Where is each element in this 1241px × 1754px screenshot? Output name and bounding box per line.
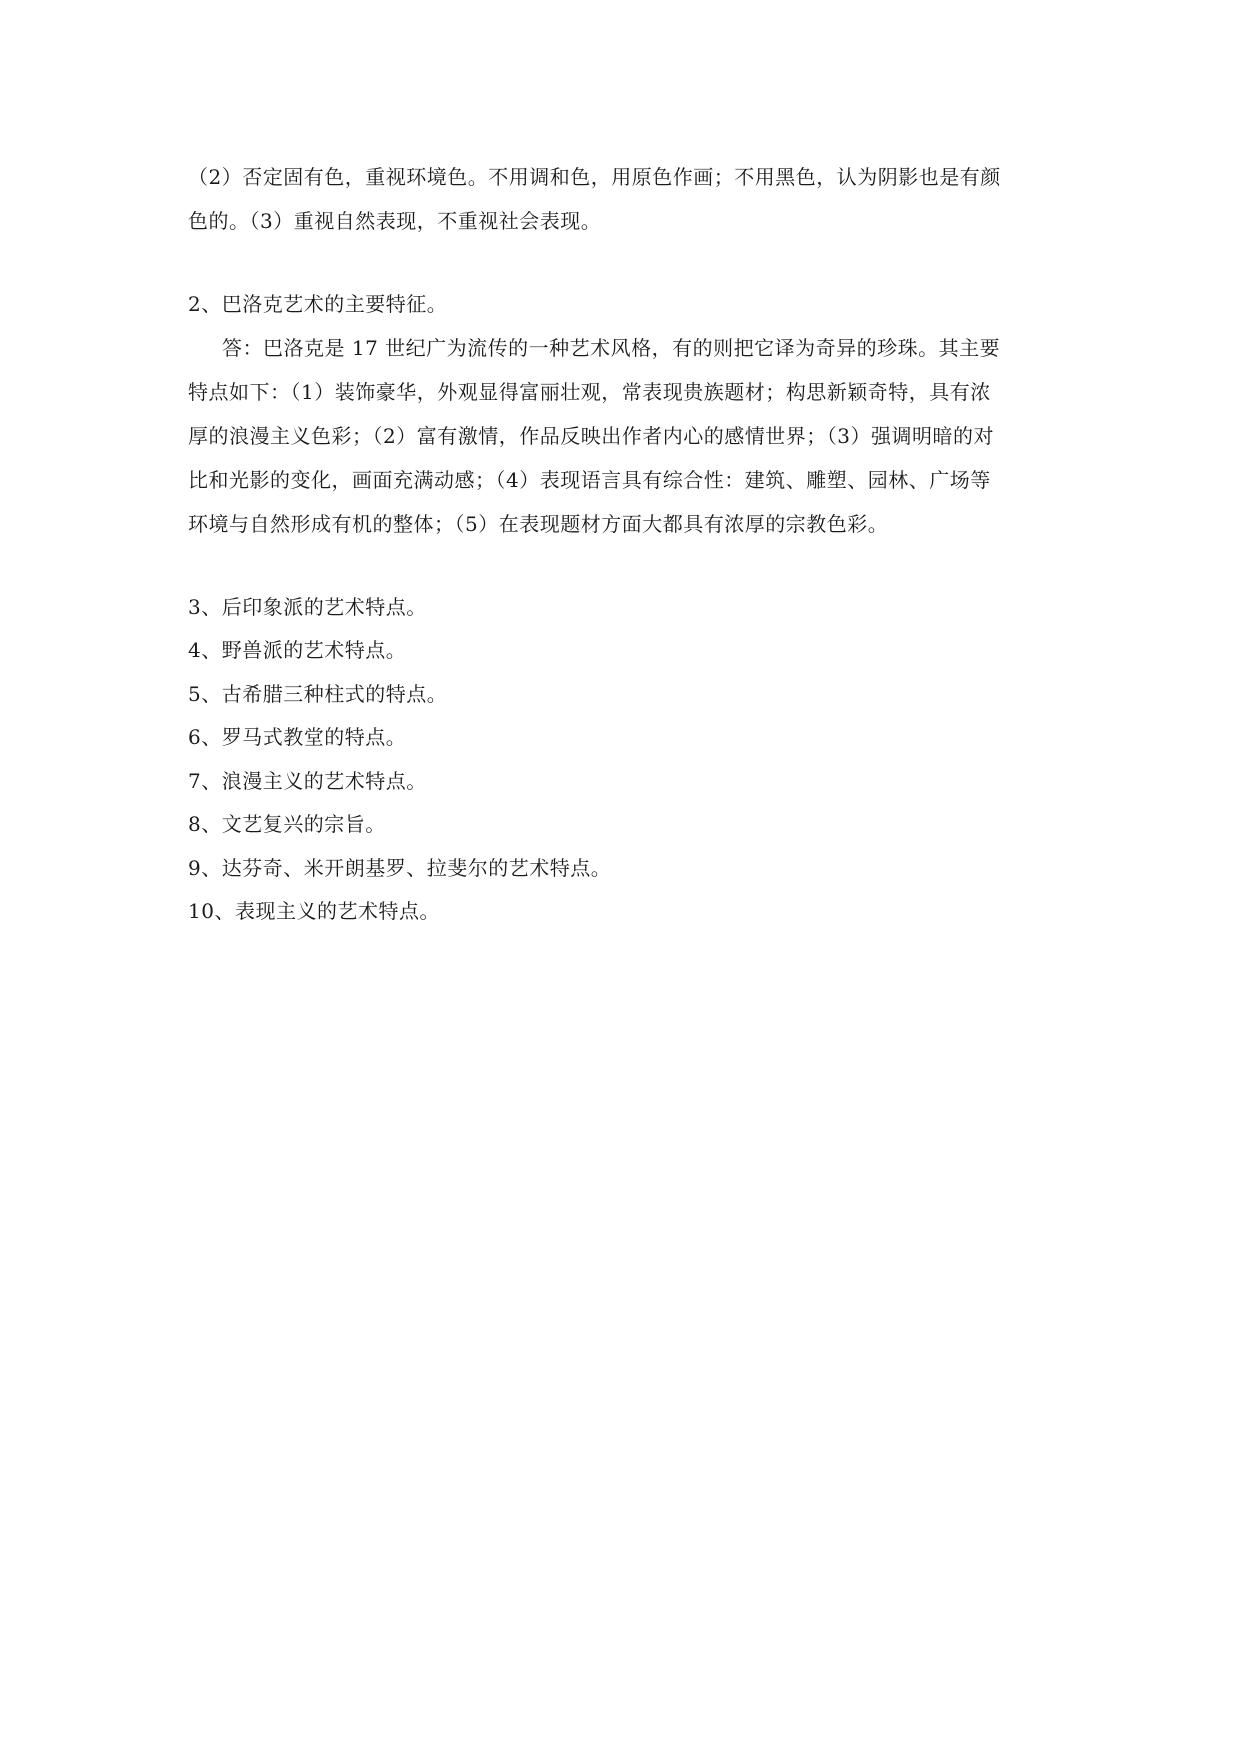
section1-line-2: 色的。（3）重视自然表现，不重视社会表现。 bbox=[188, 209, 602, 233]
question-5: 5、古希腊三种柱式的特点。 bbox=[188, 682, 448, 706]
question-2-answer-line-4: 比和光影的变化，画面充满动感；（4）表现语言具有综合性：建筑、雕塑、园林、广场等 bbox=[188, 468, 991, 492]
question-2-answer-line-2: 特点如下：（1）装饰豪华，外观显得富丽壮观，常表现贵族题材；构思新颖奇特，具有浓 bbox=[188, 380, 991, 404]
question-7: 7、浪漫主义的艺术特点。 bbox=[188, 769, 427, 793]
question-2-answer-line-1: 答：巴洛克是 17 世纪广为流传的一种艺术风格，有的则把它译为奇异的珍珠。其主要 bbox=[222, 336, 1001, 360]
question-10: 10、表现主义的艺术特点。 bbox=[188, 899, 440, 923]
question-2-answer-line-5: 环境与自然形成有机的整体；（5）在表现题材方面大都具有浓厚的宗教色彩。 bbox=[188, 512, 889, 536]
question-2-title: 2、巴洛克艺术的主要特征。 bbox=[188, 292, 448, 316]
question-8: 8、文艺复兴的宗旨。 bbox=[188, 812, 386, 836]
question-4: 4、野兽派的艺术特点。 bbox=[188, 638, 407, 662]
question-3: 3、后印象派的艺术特点。 bbox=[188, 595, 427, 619]
question-6: 6、罗马式教堂的特点。 bbox=[188, 725, 407, 749]
question-9: 9、达芬奇、米开朗基罗、拉斐尔的艺术特点。 bbox=[188, 856, 612, 880]
section1-line-1: （2）否定固有色，重视环境色。不用调和色，用原色作画；不用黑色，认为阴影也是有颜 bbox=[188, 165, 1001, 189]
question-2-answer-line-3: 厚的浪漫主义色彩；（2）富有激情，作品反映出作者内心的感情世界；（3）强调明暗的对 bbox=[188, 424, 994, 448]
